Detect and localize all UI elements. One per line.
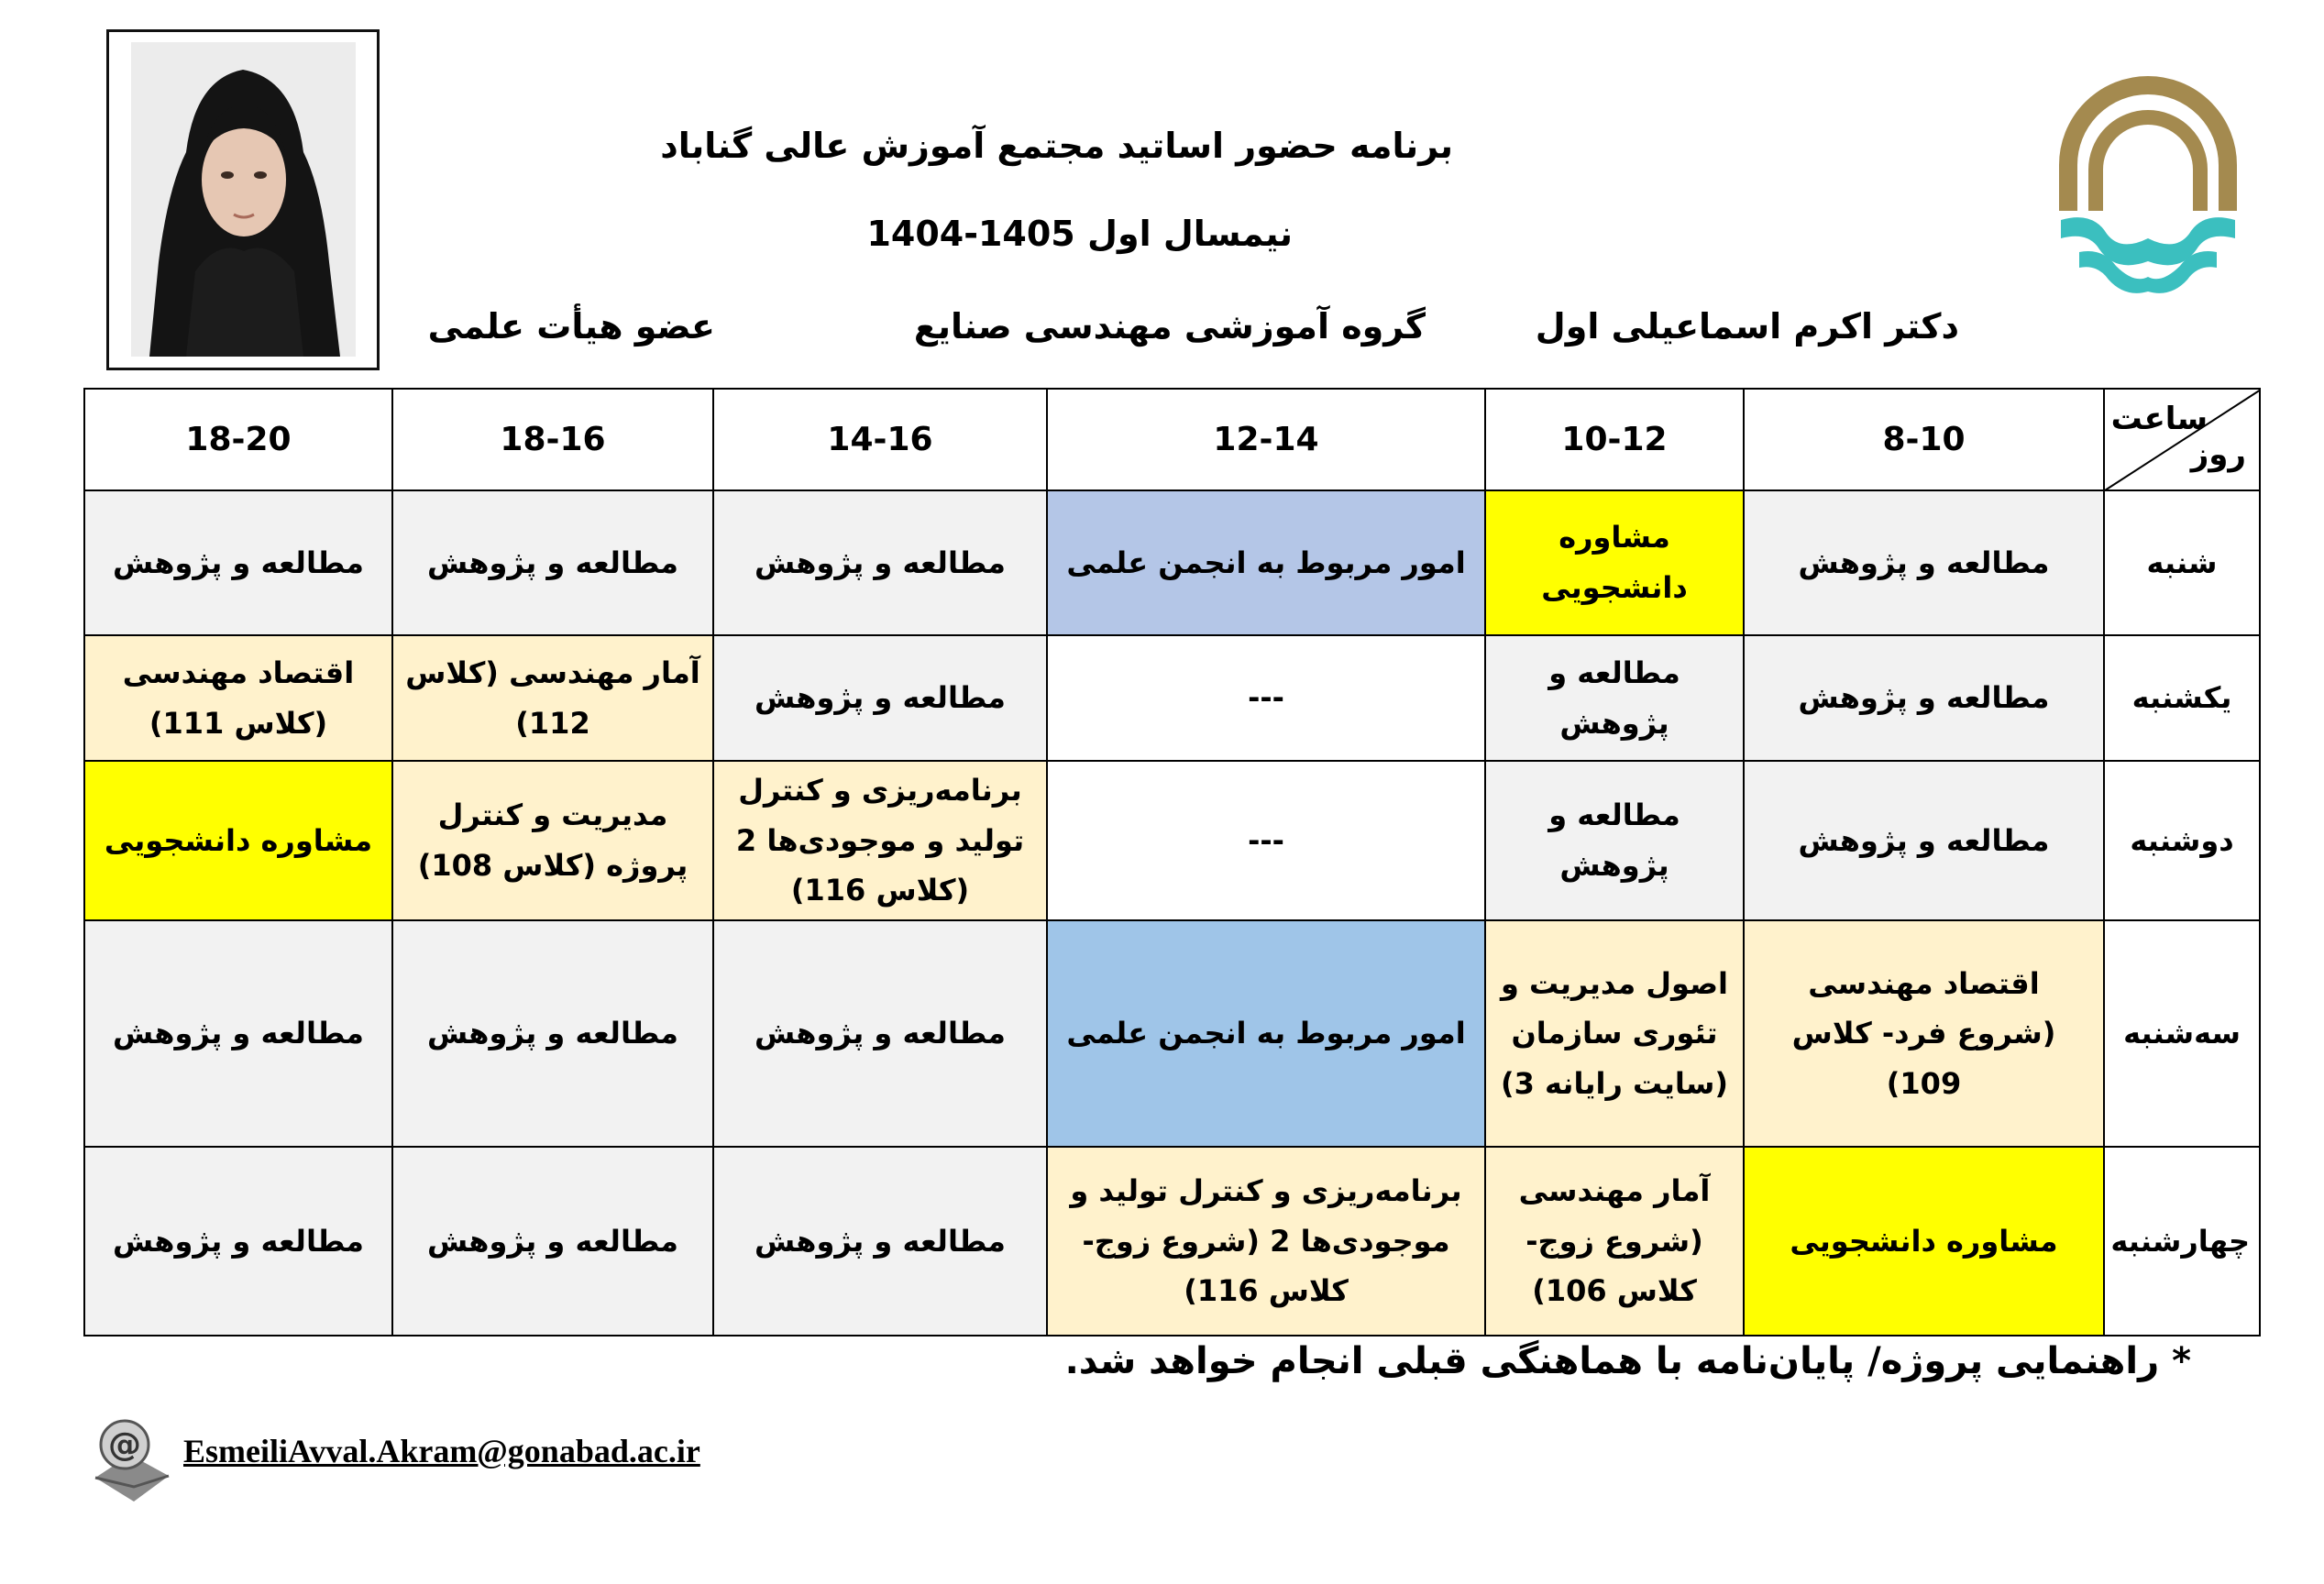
email-at-icon xyxy=(88,1414,172,1505)
time-slot-header: 8-10 xyxy=(1744,389,2104,490)
schedule-cell: برنامه‌ریزی و کنترل تولید و موجودی‌ها 2 (شروع زوج-کلاس 116) xyxy=(1047,1147,1485,1336)
university-logo-icon xyxy=(2052,73,2244,293)
table-row xyxy=(84,635,2260,761)
schedule-cell: مشاوره دانشجویی xyxy=(84,761,392,920)
schedule-cell: --- xyxy=(1047,761,1485,920)
schedule-cell: امور مربوط به انجمن علمی xyxy=(1047,920,1485,1147)
schedule-cell: مطالعه و پژوهش xyxy=(84,490,392,636)
schedule-table xyxy=(83,388,2261,1336)
corner-hour-label: ساعت xyxy=(2110,401,2208,437)
footnote: * راهنمایی پروژه/ پایان‌نامه با هماهنگی قبلی انجام خواهد شد. xyxy=(1064,1340,2191,1382)
schedule-cell: مطالعه و پژوهش xyxy=(84,920,392,1147)
profile-photo xyxy=(131,42,356,357)
schedule-cell: مطالعه و پژوهش xyxy=(1485,635,1744,761)
schedule-cell: مشاوره دانشجویی xyxy=(1744,1147,2104,1336)
day-cell: شنبه xyxy=(2104,490,2260,636)
day-cell: سه‌شنبه xyxy=(2104,920,2260,1147)
table-row xyxy=(84,920,2260,1147)
department-label: گروه آموزشی مهندسی صنایع xyxy=(913,306,1426,346)
day-cell: چهارشنبه xyxy=(2104,1147,2260,1336)
time-slot-header: 10-12 xyxy=(1485,389,1744,490)
svg-text:@: @ xyxy=(108,1426,141,1464)
schedule-cell: مطالعه و پژوهش xyxy=(1744,635,2104,761)
schedule-cell: مطالعه و پژوهش xyxy=(84,1147,392,1336)
schedule-cell: مطالعه و پژوهش xyxy=(713,1147,1047,1336)
schedule-cell: اصول مدیریت و تئوری سازمان (سایت رایانه 3) xyxy=(1485,920,1744,1147)
table-row xyxy=(84,490,2260,636)
schedule-cell: مطالعه و پژوهش xyxy=(713,635,1047,761)
time-slot-header: 18-16 xyxy=(392,389,713,490)
semester-label: نیمسال اول 1405-1404 xyxy=(866,214,1293,254)
corner-header-cell xyxy=(2104,389,2260,490)
profile-photo-frame xyxy=(106,29,380,370)
schedule-cell: مدیریت و کنترل پروژه (کلاس 108) xyxy=(392,761,713,920)
schedule-cell: مطالعه و پژوهش xyxy=(392,920,713,1147)
schedule-cell: آمار مهندسی (شروع زوج- کلاس 106) xyxy=(1485,1147,1744,1336)
page-title: برنامه حضور اساتید مجتمع آموزش عالی گناباد xyxy=(660,126,1453,166)
schedule-cell: امور مربوط به انجمن علمی xyxy=(1047,490,1485,636)
schedule-cell: مطالعه و پژوهش xyxy=(713,920,1047,1147)
schedule-cell: برنامه‌ریزی و کنترل تولید و موجودی‌ها 2 (کلاس 116) xyxy=(713,761,1047,920)
schedule-cell: مطالعه و پژوهش xyxy=(1744,761,2104,920)
schedule-cell: --- xyxy=(1047,635,1485,761)
schedule-cell: اقتصاد مهندسی (کلاس 111) xyxy=(84,635,392,761)
table-row xyxy=(84,761,2260,920)
email-link[interactable]: EsmeiliAvval.Akram@gonabad.ac.ir xyxy=(183,1433,700,1469)
instructor-name: دکتر اکرم اسماعیلی اول xyxy=(1535,306,1959,346)
time-slot-header: 18-20 xyxy=(84,389,392,490)
schedule-cell: اقتصاد مهندسی (شروع فرد- کلاس 109) xyxy=(1744,920,2104,1147)
schedule-cell: مطالعه و پژوهش xyxy=(713,490,1047,636)
table-row xyxy=(84,1147,2260,1336)
day-cell: یکشنبه xyxy=(2104,635,2260,761)
schedule-cell: مطالعه و پژوهش xyxy=(392,1147,713,1336)
schedule-cell: مشاوره دانشجویی xyxy=(1485,490,1744,636)
schedule-cell: مطالعه و پژوهش xyxy=(392,490,713,636)
schedule-cell: مطالعه و پژوهش xyxy=(1485,761,1744,920)
time-slot-header: 14-16 xyxy=(713,389,1047,490)
schedule-cell: آمار مهندسی (کلاس 112) xyxy=(392,635,713,761)
table-header-row xyxy=(84,389,2260,490)
day-cell: دوشنبه xyxy=(2104,761,2260,920)
position-label: عضو هیأت علمی xyxy=(427,306,715,346)
time-slot-header: 12-14 xyxy=(1047,389,1485,490)
corner-day-label: روز xyxy=(2190,435,2246,473)
schedule-cell: مطالعه و پژوهش xyxy=(1744,490,2104,636)
